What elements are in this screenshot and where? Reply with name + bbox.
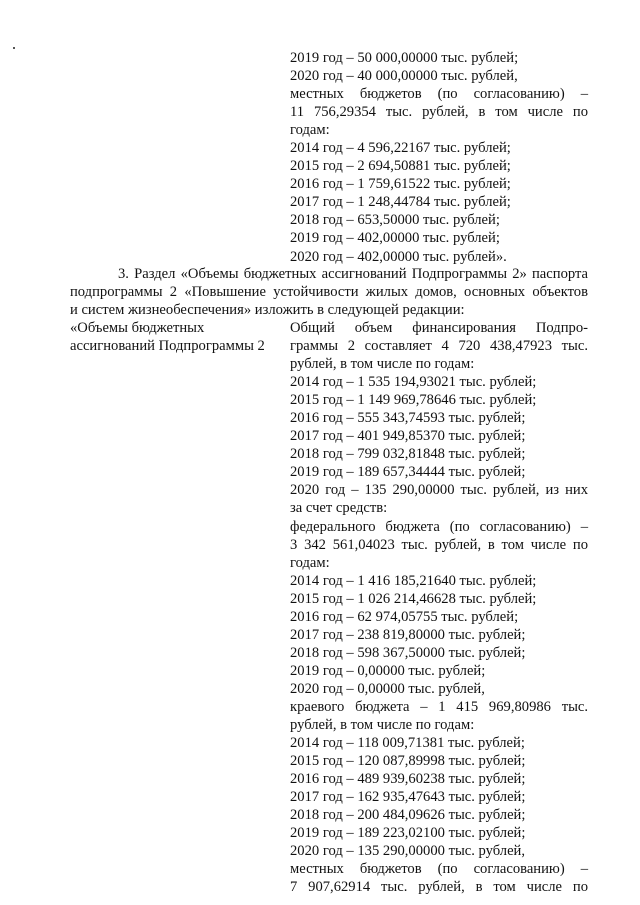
table-value-line: краевого бюджета – 1 415 969,80986 тыс.	[290, 698, 588, 715]
table-value-line: 2014 год – 1 535 194,93021 тыс. рублей;	[290, 374, 537, 391]
text-line: 2018 год – 653,50000 тыс. рублей;	[290, 212, 500, 229]
table-value-line: 2016 год – 62 974,05755 тыс. рублей;	[290, 608, 519, 625]
table-value-line: 2015 год – 120 087,89998 тыс. рублей;	[290, 753, 526, 770]
table-value-line: 2017 год – 238 819,80000 тыс. рублей;	[290, 626, 526, 643]
text-line: 2020 год – 402,00000 тыс. рублей».	[290, 248, 507, 265]
table-value-line: 2014 год – 118 009,71381 тыс. рублей;	[290, 735, 525, 752]
table-value-line: федерального бюджета (по согласованию) –	[290, 518, 588, 535]
table-value-line: рублей, в том числе по годам:	[290, 717, 475, 734]
paragraph-line: и систем жизнеобеспечения» изложить в следующей редакции:	[70, 302, 465, 319]
table-value-line: рублей, в том числе по годам:	[290, 356, 475, 373]
text-line: 2017 год – 1 248,44784 тыс. рублей;	[290, 194, 511, 211]
table-value-line: 2016 год – 555 343,74593 тыс. рублей;	[290, 410, 526, 427]
paragraph-line: подпрограммы 2 «Повышение устойчивости жилых домов, основных объектов	[70, 284, 588, 301]
table-value-line: 2020 год – 135 290,00000 тыс. рублей, из них	[290, 482, 588, 499]
table-left-cell	[70, 319, 282, 355]
text-line: 2019 год – 402,00000 тыс. рублей;	[290, 230, 500, 247]
text-line: годам:	[290, 122, 330, 139]
table-value-line: местных бюджетов (по согласованию) –	[290, 861, 588, 878]
table-right-cell	[290, 319, 588, 897]
funding-continuation-block	[290, 49, 588, 266]
table-value-line: Общий объем финансирования Подпро-	[290, 320, 588, 336]
table-value-line: 2017 год – 401 949,85370 тыс. рублей;	[290, 428, 526, 445]
table-value-line: 2015 год – 1 149 969,78646 тыс. рублей;	[290, 392, 537, 409]
table-value-line: годам:	[290, 554, 330, 571]
table-value-line: 2018 год – 598 367,50000 тыс. рублей;	[290, 644, 526, 661]
text-line: местных бюджетов (по согласованию) –	[290, 86, 588, 103]
table-label-line: «Объемы бюджетных	[70, 320, 205, 336]
table-value-line: 2017 год – 162 935,47643 тыс. рублей;	[290, 789, 526, 806]
table-value-line: 2019 год – 0,00000 тыс. рублей;	[290, 662, 486, 679]
table-value-line: 2018 год – 200 484,09626 тыс. рублей;	[290, 807, 526, 824]
text-line: 2014 год – 4 596,22167 тыс. рублей;	[290, 140, 511, 157]
table-value-line: 2019 год – 189 657,34444 тыс. рублей;	[290, 464, 526, 481]
text-line: 2016 год – 1 759,61522 тыс. рублей;	[290, 176, 511, 193]
table-value-line: 2018 год – 799 032,81848 тыс. рублей;	[290, 446, 526, 463]
section-3-paragraph	[70, 265, 588, 319]
table-value-line: 2016 год – 489 939,60238 тыс. рублей;	[290, 771, 526, 788]
table-value-line: 2015 год – 1 026 214,46628 тыс. рублей;	[290, 590, 537, 607]
table-value-line: за счет средств:	[290, 500, 388, 517]
table-value-line: 2014 год – 1 416 185,21640 тыс. рублей;	[290, 572, 537, 589]
table-value-line: 2019 год – 189 223,02100 тыс. рублей;	[290, 825, 526, 842]
table-value-line: 3 342 561,04023 тыс. рублей, в том числе по	[290, 536, 588, 553]
table-value-line: граммы 2 составляет 4 720 438,47923 тыс.	[290, 338, 588, 355]
text-line: 11 756,29354 тыс. рублей, в том числе по	[290, 104, 588, 121]
text-line: 2015 год – 2 694,50881 тыс. рублей;	[290, 158, 511, 175]
table-label-line: ассигнований Подпрограммы 2	[70, 338, 265, 355]
table-value-line: 2020 год – 0,00000 тыс. рублей,	[290, 680, 485, 697]
scan-speck	[13, 47, 15, 49]
table-value-line: 2020 год – 135 290,00000 тыс. рублей,	[290, 843, 526, 860]
text-line: 2019 год – 50 000,00000 тыс. рублей;	[290, 50, 519, 66]
table-value-line: 7 907,62914 тыс. рублей, в том числе по	[290, 879, 588, 896]
paragraph-line: 3. Раздел «Объемы бюджетных ассигнований Подпрограммы 2» паспорта	[118, 266, 588, 282]
text-line: 2020 год – 40 000,00000 тыс. рублей,	[290, 68, 518, 85]
